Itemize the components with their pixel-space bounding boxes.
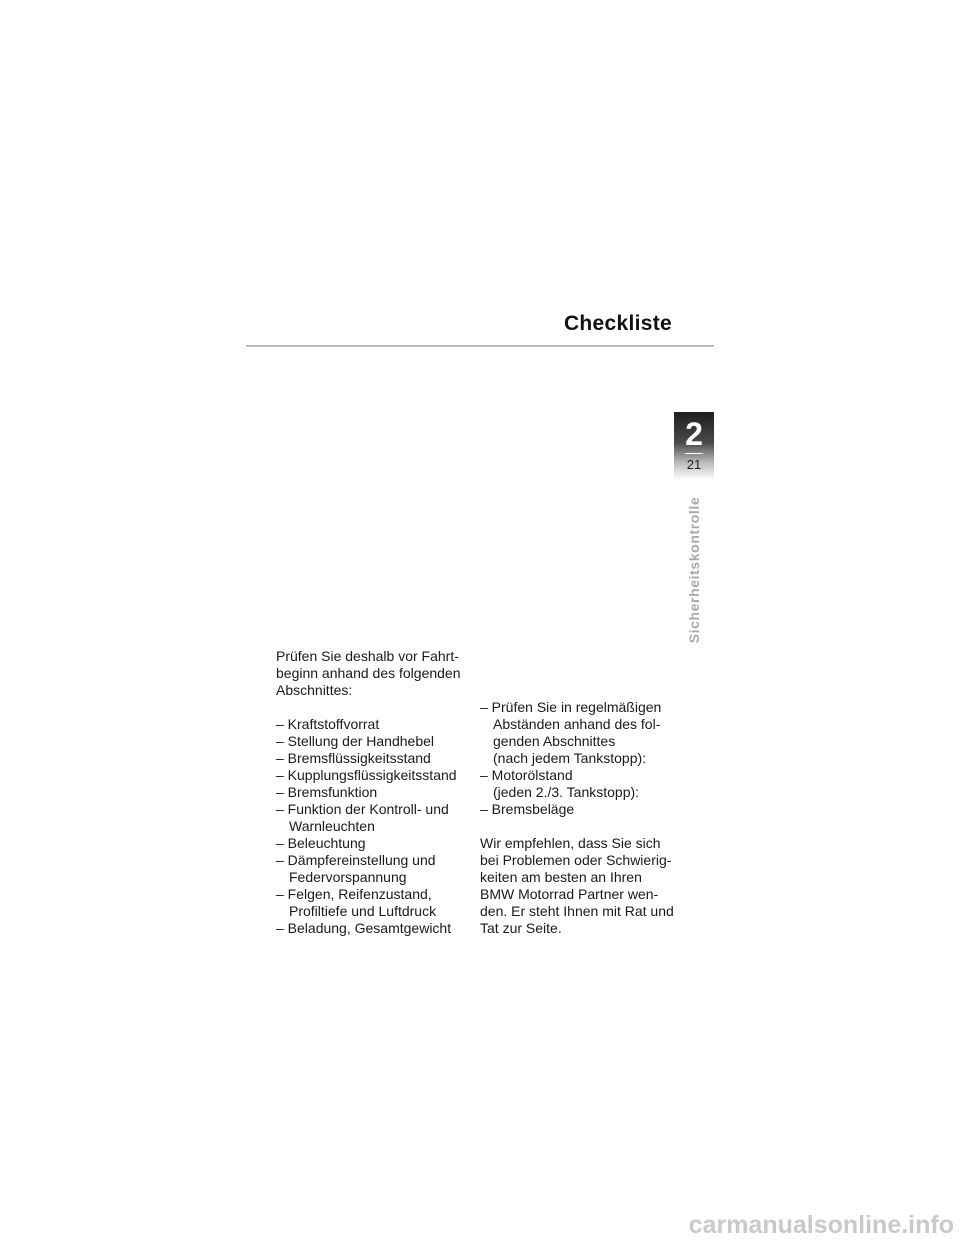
list-item: – Kraftstoffvorrat [276, 716, 380, 732]
list-item: – Beladung, Gesamtgewicht [276, 920, 452, 936]
list-item: – Bremsbeläge [480, 801, 575, 817]
section-side-label: Sicherheitskontrolle [686, 496, 702, 644]
intro-line: beginn anhand des folgenden [276, 665, 461, 681]
list-item: – Kupplungsflüssigkeitsstand [276, 767, 457, 783]
paragraph-line: Wir empfehlen, dass Sie sich [480, 835, 661, 851]
list-item: – Stellung der Handhebel [276, 733, 435, 749]
chapter-number: 2 [685, 416, 703, 452]
list-item: – Motorölstand [480, 767, 573, 783]
chapter-tab [674, 412, 714, 480]
list-item-continuation: (jeden 2./3. Tankstopp): [493, 784, 640, 800]
list-item: – Dämpfereinstellung und [276, 852, 436, 868]
interval-list [480, 699, 680, 818]
page-title: Checkliste [563, 312, 672, 335]
list-item-continuation: Profiltiefe und Luftdruck [289, 903, 437, 919]
paragraph-line: bei Problemen oder Schwierig- [480, 852, 672, 868]
list-item: – Felgen, Reifenzustand, [276, 886, 432, 902]
intro-paragraph [276, 648, 466, 699]
paragraph-line: Tat zur Seite. [480, 920, 562, 936]
list-item: – Beleuchtung [276, 835, 366, 851]
intro-line: Abschnittes: [276, 682, 353, 698]
left-column [276, 648, 466, 937]
right-column [480, 699, 680, 937]
paragraph-line: BMW Motorrad Partner wen- [480, 886, 659, 902]
page-number: 21 [686, 457, 702, 472]
list-item-continuation: genden Abschnittes [493, 733, 616, 749]
list-item: – Prüfen Sie in regelmäßigen [480, 699, 662, 715]
title-divider [246, 345, 714, 347]
closing-paragraph [480, 835, 680, 937]
list-item: – Bremsflüssigkeitsstand [276, 750, 431, 766]
paragraph-line: den. Er steht Ihnen mit Rat und [480, 903, 674, 919]
list-item-continuation: (nach jedem Tankstopp): [493, 750, 647, 766]
list-item-continuation: Abständen anhand des fol- [493, 716, 661, 732]
paragraph-line: keiten am besten an Ihren [480, 869, 642, 885]
list-item: – Bremsfunktion [276, 784, 378, 800]
list-item-continuation: Warnleuchten [289, 818, 375, 834]
list-item: – Funktion der Kontroll- und [276, 801, 449, 817]
checklist [276, 716, 466, 937]
list-item-continuation: Federvorspannung [289, 869, 407, 885]
watermark: carmanualsonline.info [688, 1211, 954, 1239]
chapter-divider [685, 453, 703, 454]
intro-line: Prüfen Sie deshalb vor Fahrt- [276, 648, 459, 664]
